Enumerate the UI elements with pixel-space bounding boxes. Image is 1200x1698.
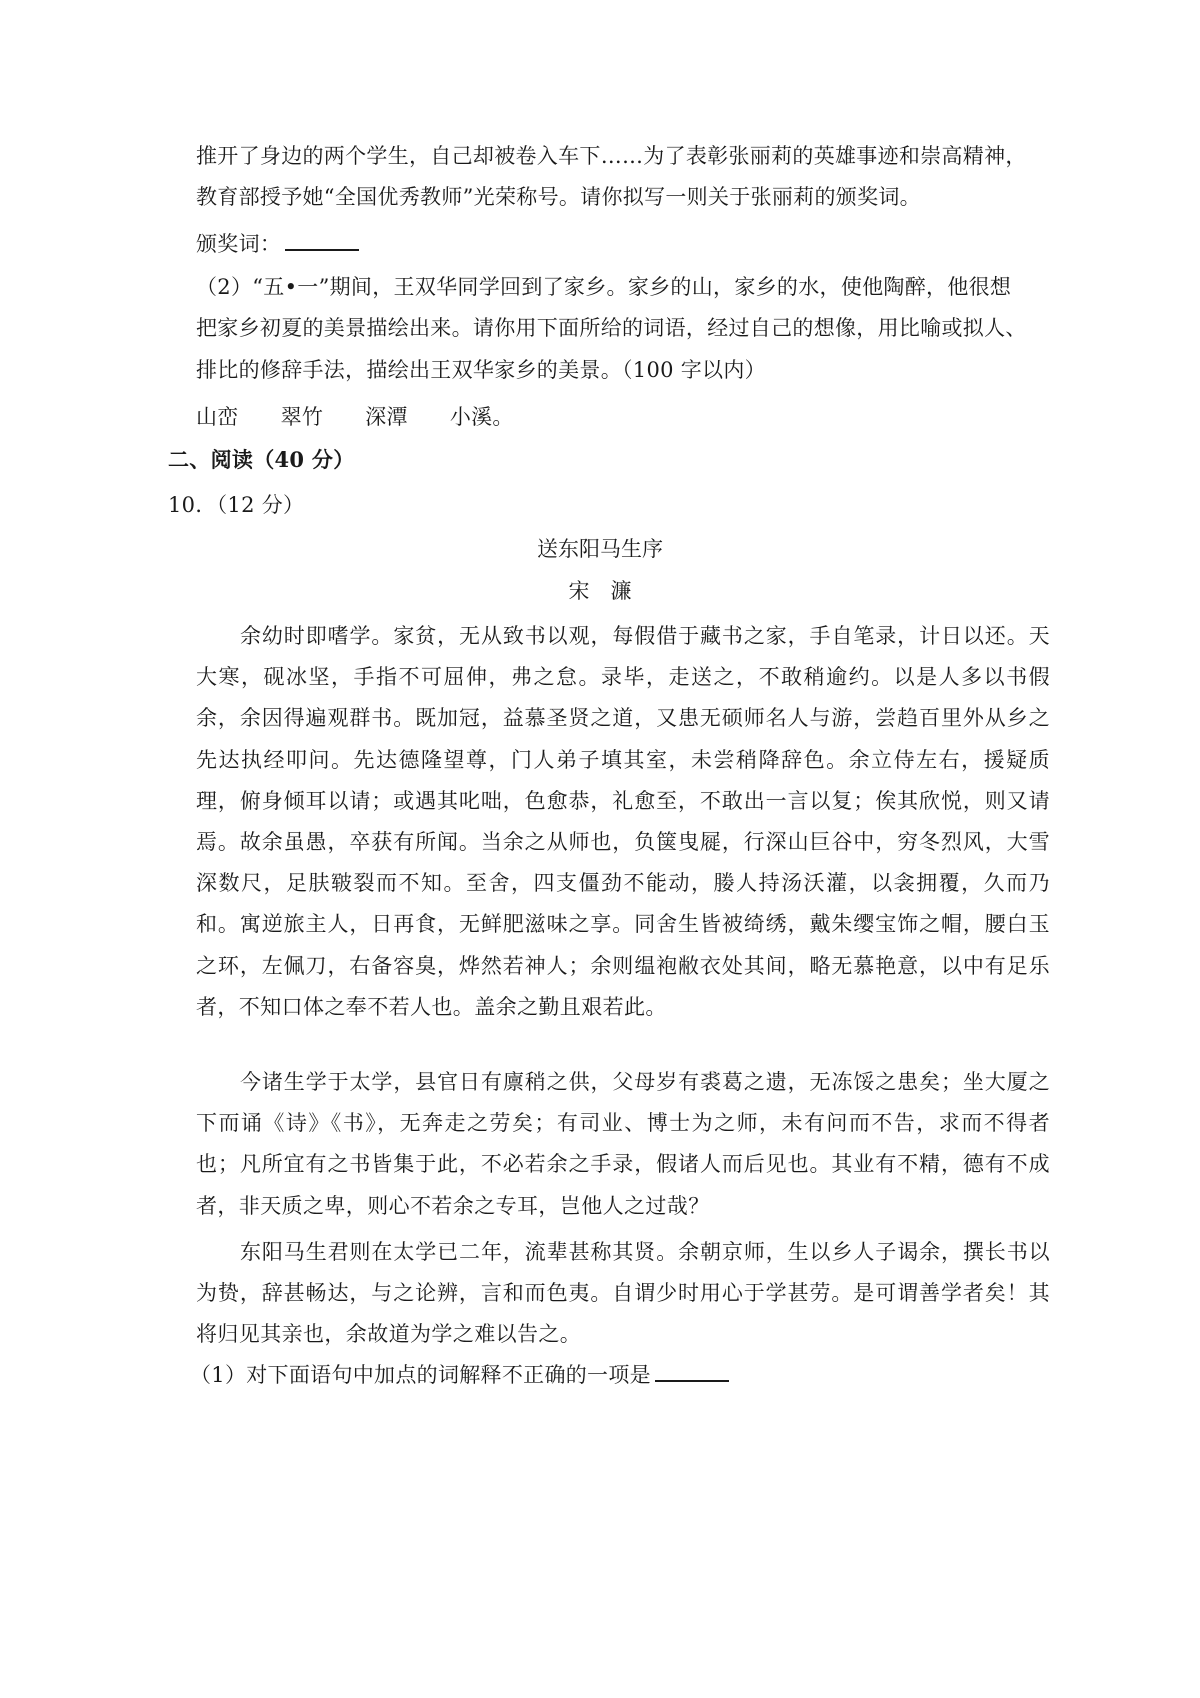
passage-paragraph-1: 余幼时即嗜学。家贫，无从致书以观，每假借于藏书之家，手自笔录，计日以还。天大寒，砚冰坚，手指不可屈伸，弗之怠。录毕，走送之，不敢稍逾约。以是人多以书假余，余因得遍观群书。既加冠，益慕圣贤之道，又患无硕师名人与游，尝趋百里外从乡之先达执经叩问。先达德隆望尊，门人弟子填其室，未尝稍降辞色。余立侍左右，援疑质理，俯身倾耳以请；或遇其叱咄，色愈恭，礼愈至，不敢出一言以复；俟其欣悦，则又请焉。故余虽愚，卒获有所闻。当余之从师也，负箧曳屣，行深山巨谷中，穷冬烈风，大雪深数尺，足肤皲裂而不知。至舍，四支僵劲不能动，媵人持汤沃灌，以衾拥覆，久而乃和。寓逆旅主人，日再食，无鲜肥滋味之享。同舍生皆被绮绣，戴朱缨宝饰之帽，腰白玉之环，左佩刀，右备容臭，烨然若神人；余则缊袍敝衣处其间，略无慕艳意，以中有足乐者，不知口体之奉不若人也。盖余之勤且艰若此。 <box>196 624 1050 1019</box>
word-item: 山峦 <box>196 405 239 429</box>
word-item: 翠竹 <box>280 405 324 429</box>
intro-line-1: 推开了身边的两个学生，自己却被卷入车下……为了表彰张丽莉的英雄事迹和崇高精神， <box>196 144 1027 168</box>
word-list <box>196 402 556 432</box>
q2-line-2: 把家乡初夏的美景描绘出来。请你用下面所给的词语，经过自己的想像，用比喻或拟人、 <box>196 316 1027 340</box>
answer-blank[interactable] <box>285 229 359 251</box>
word-item: 小溪。 <box>449 405 514 429</box>
sub-question-line <box>190 1360 729 1390</box>
sub-question-text: （1）对下面语句中加点的词解释不正确的一项是 <box>190 1363 651 1387</box>
passage-paragraph-3: 东阳马生君则在太学已二年，流辈甚称其贤。余朝京师，生以乡人子谒余，撰长书以为贽，辞甚畅达，与之论辨，言和而色夷。自谓少时用心于学甚劳。是可谓善学者矣！其将归见其亲也，余故道为学之难以告之。 <box>196 1240 1050 1347</box>
award-label: 颁奖词： <box>196 232 282 256</box>
intro-line-2: 教育部授予她“全国优秀教师”光荣称号。请你拟写一则关于张丽莉的颁奖词。 <box>196 185 921 209</box>
section-heading: 二、阅读（40 分） <box>168 447 355 472</box>
q2-line-3: 排比的修辞手法，描绘出王双华家乡的美景。（100 字以内） <box>196 358 766 382</box>
award-line <box>196 229 359 259</box>
passage-title: 送东阳马生序 <box>537 537 663 561</box>
passage-paragraph-2: 今诸生学于太学，县官日有廪稍之供，父母岁有裘葛之遗，无冻馁之患矣；坐大厦之下而诵《诗》《书》，无奔走之劳矣；有司业、博士为之师，未有问而不告，求而不得者也；凡所宜有之书皆集于此，不必若余之手录，假诸人而后见也。其业有不精，德有不成者，非天质之卑，则心不若余之专耳，岂他人之过哉？ <box>196 1070 1050 1218</box>
question-number: 10．（12 分） <box>168 493 305 517</box>
answer-blank[interactable] <box>655 1360 729 1382</box>
passage-author: 宋 濂 <box>568 579 632 603</box>
word-item: 深潭 <box>365 405 408 429</box>
q2-line-1: （2）“五•一”期间，王双华同学回到了家乡。家乡的山，家乡的水，使他陶醉，他很想 <box>196 275 1012 299</box>
